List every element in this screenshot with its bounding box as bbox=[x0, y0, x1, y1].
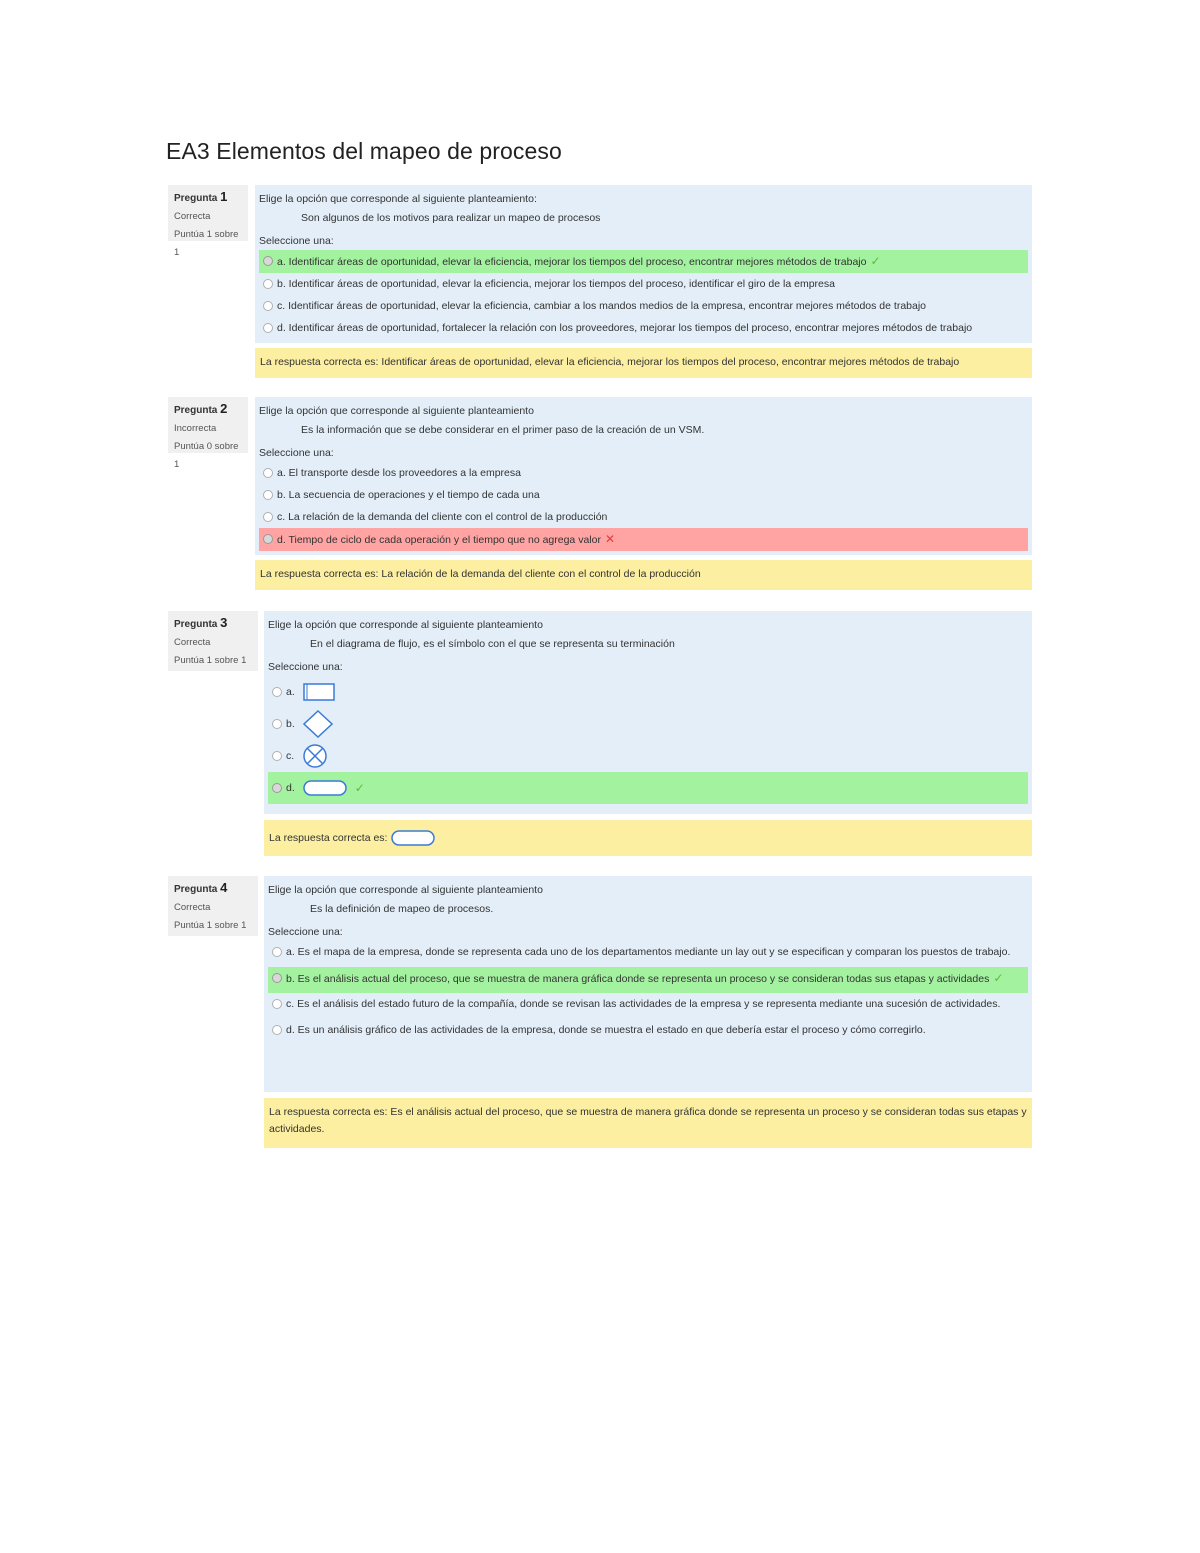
radio-button[interactable] bbox=[263, 323, 273, 333]
question-content bbox=[264, 611, 1032, 814]
option-text: c. Es el análisis del estado futuro de la compañía, donde se revisan las actividades de la empresa y se representa mediante una sucesión de actividades. bbox=[286, 998, 1001, 1010]
answer-option[interactable] bbox=[268, 708, 1028, 740]
question-info bbox=[168, 397, 248, 470]
radio-button[interactable] bbox=[272, 751, 282, 761]
question-score: Puntúa 1 sobre 1 bbox=[174, 655, 247, 666]
radio-button[interactable] bbox=[263, 490, 273, 500]
question-label: Pregunta bbox=[174, 619, 218, 630]
answer-option[interactable] bbox=[259, 506, 1028, 528]
decision-diamond-icon bbox=[303, 710, 333, 738]
question-number: 3 bbox=[220, 615, 228, 630]
answer-option[interactable] bbox=[268, 1019, 1028, 1045]
question-score: Puntúa 1 sobre 1 bbox=[174, 229, 239, 258]
terminator-icon bbox=[391, 830, 435, 846]
answer-option[interactable] bbox=[259, 462, 1028, 484]
answer-option[interactable] bbox=[268, 740, 1028, 772]
question-content bbox=[255, 397, 1032, 555]
option-text: a. Identificar áreas de oportunidad, elevar la eficiencia, mejorar los tiempos del proceso, encontrar mejores métodos de trabajo bbox=[277, 256, 867, 268]
question-status: Correcta bbox=[174, 637, 211, 648]
option-text: c. bbox=[286, 750, 295, 762]
radio-button[interactable] bbox=[263, 256, 273, 266]
question-info bbox=[168, 185, 248, 258]
question-info bbox=[168, 876, 258, 936]
option-text: a. Es el mapa de la empresa, donde se representa cada uno de los departamentos mediante un lay out y se especifican y comparan los puestos de trabajo. bbox=[286, 946, 1011, 958]
question-text: Elige la opción que corresponde al siguiente planteamiento: bbox=[259, 193, 537, 205]
question-label: Pregunta bbox=[174, 193, 218, 204]
radio-button[interactable] bbox=[263, 512, 273, 522]
answer-option[interactable] bbox=[268, 676, 1028, 708]
select-prompt: Seleccione una: bbox=[259, 447, 334, 459]
answer-option[interactable] bbox=[268, 993, 1028, 1019]
answer-option[interactable] bbox=[268, 967, 1028, 993]
option-text: c. Identificar áreas de oportunidad, elevar la eficiencia, cambiar a los mandos medios de la empresa, encontrar mejores métodos de trabajo bbox=[277, 300, 927, 312]
option-text: d. Es un análisis gráfico de las actividades de la empresa, donde se muestra el estado en que debería estar el proceso y cómo corregirlo. bbox=[286, 1024, 926, 1036]
process-rectangle-icon bbox=[303, 682, 335, 702]
option-text: b. bbox=[286, 718, 295, 730]
feedback-box: La respuesta correcta es: Es el análisis actual del proceso, que se muestra de manera gráfica donde se representa un proceso y se consideran todas sus etapas y actividades. bbox=[264, 1098, 1032, 1148]
document-title: EA3 Elementos del mapeo de proceso bbox=[166, 138, 562, 164]
option-text: b. Identificar áreas de oportunidad, elevar la eficiencia, mejorar los tiempos del proceso, identificar el giro de la empresa bbox=[277, 278, 835, 290]
radio-button[interactable] bbox=[272, 973, 282, 983]
radio-button[interactable] bbox=[272, 719, 282, 729]
radio-button[interactable] bbox=[272, 783, 282, 793]
check-icon: ✓ bbox=[993, 971, 1004, 985]
circle-x-icon bbox=[302, 743, 328, 769]
radio-button[interactable] bbox=[272, 999, 282, 1009]
feedback-box bbox=[264, 820, 1032, 856]
question-status: Correcta bbox=[174, 211, 211, 222]
answer-option[interactable] bbox=[259, 484, 1028, 506]
question-statement: Es la información que se debe considerar en el primer paso de la creación de un VSM. bbox=[301, 424, 705, 436]
option-text: a. El transporte desde los proveedores a la empresa bbox=[277, 467, 521, 479]
option-text: b. La secuencia de operaciones y el tiempo de cada una bbox=[277, 489, 540, 501]
radio-button[interactable] bbox=[272, 1025, 282, 1035]
question-info bbox=[168, 611, 258, 671]
radio-button[interactable] bbox=[263, 301, 273, 311]
question-score: Puntúa 1 sobre 1 bbox=[174, 920, 247, 931]
question-text: Elige la opción que corresponde al siguiente planteamiento bbox=[268, 884, 543, 896]
question-score: Puntúa 0 sobre 1 bbox=[174, 441, 239, 470]
question-number: 2 bbox=[220, 401, 228, 416]
answer-option[interactable] bbox=[259, 250, 1028, 273]
question-text: Elige la opción que corresponde al siguiente planteamiento bbox=[259, 405, 534, 417]
feedback-box: La respuesta correcta es: La relación de la demanda del cliente con el control de la producción bbox=[255, 560, 1032, 590]
question-content bbox=[255, 185, 1032, 343]
select-prompt: Seleccione una: bbox=[268, 926, 343, 938]
question-statement: En el diagrama de flujo, es el símbolo con el que se representa su terminación bbox=[310, 638, 675, 650]
answer-option[interactable] bbox=[259, 273, 1028, 295]
check-icon: ✓ bbox=[870, 254, 881, 268]
feedback-text: La respuesta correcta es: bbox=[269, 831, 388, 844]
cross-icon: ✕ bbox=[604, 532, 616, 546]
question-content bbox=[264, 876, 1032, 1092]
option-text: c. La relación de la demanda del cliente con el control de la producción bbox=[277, 511, 608, 523]
question-label: Pregunta bbox=[174, 405, 218, 416]
option-text: a. bbox=[286, 686, 295, 698]
check-icon: ✓ bbox=[354, 781, 365, 795]
option-text: d. Identificar áreas de oportunidad, fortalecer la relación con los proveedores, mejorar los tiempos del proceso, encontrar mejores métodos de trabajo bbox=[277, 322, 973, 334]
answer-option[interactable] bbox=[259, 295, 1028, 317]
radio-button[interactable] bbox=[263, 468, 273, 478]
select-prompt: Seleccione una: bbox=[259, 235, 334, 247]
radio-button[interactable] bbox=[263, 534, 273, 544]
question-number: 4 bbox=[220, 880, 228, 895]
terminator-icon bbox=[303, 780, 347, 796]
question-status: Incorrecta bbox=[174, 423, 217, 434]
question-status: Correcta bbox=[174, 902, 211, 913]
option-text: b. Es el análisis actual del proceso, que se muestra de manera gráfica donde se representa un proceso y se consideran todas sus etapas y actividades bbox=[286, 973, 990, 985]
answer-option[interactable] bbox=[259, 528, 1028, 551]
question-text: Elige la opción que corresponde al siguiente planteamiento bbox=[268, 619, 543, 631]
question-statement: Es la definición de mapeo de procesos. bbox=[310, 903, 494, 915]
answer-option[interactable] bbox=[268, 941, 1028, 967]
option-text: d. bbox=[286, 782, 295, 794]
radio-button[interactable] bbox=[263, 279, 273, 289]
feedback-box: La respuesta correcta es: Identificar áreas de oportunidad, elevar la eficiencia, mejorar los tiempos del proceso, encontrar mejores métodos de trabajo bbox=[255, 348, 1032, 378]
select-prompt: Seleccione una: bbox=[268, 661, 343, 673]
answer-option[interactable] bbox=[259, 317, 1028, 339]
answer-option[interactable] bbox=[268, 772, 1028, 804]
question-number: 1 bbox=[220, 189, 228, 204]
question-label: Pregunta bbox=[174, 884, 218, 895]
question-statement: Son algunos de los motivos para realizar un mapeo de procesos bbox=[301, 212, 601, 224]
radio-button[interactable] bbox=[272, 687, 282, 697]
option-text: d. Tiempo de ciclo de cada operación y el tiempo que no agrega valor bbox=[277, 534, 601, 546]
radio-button[interactable] bbox=[272, 947, 282, 957]
